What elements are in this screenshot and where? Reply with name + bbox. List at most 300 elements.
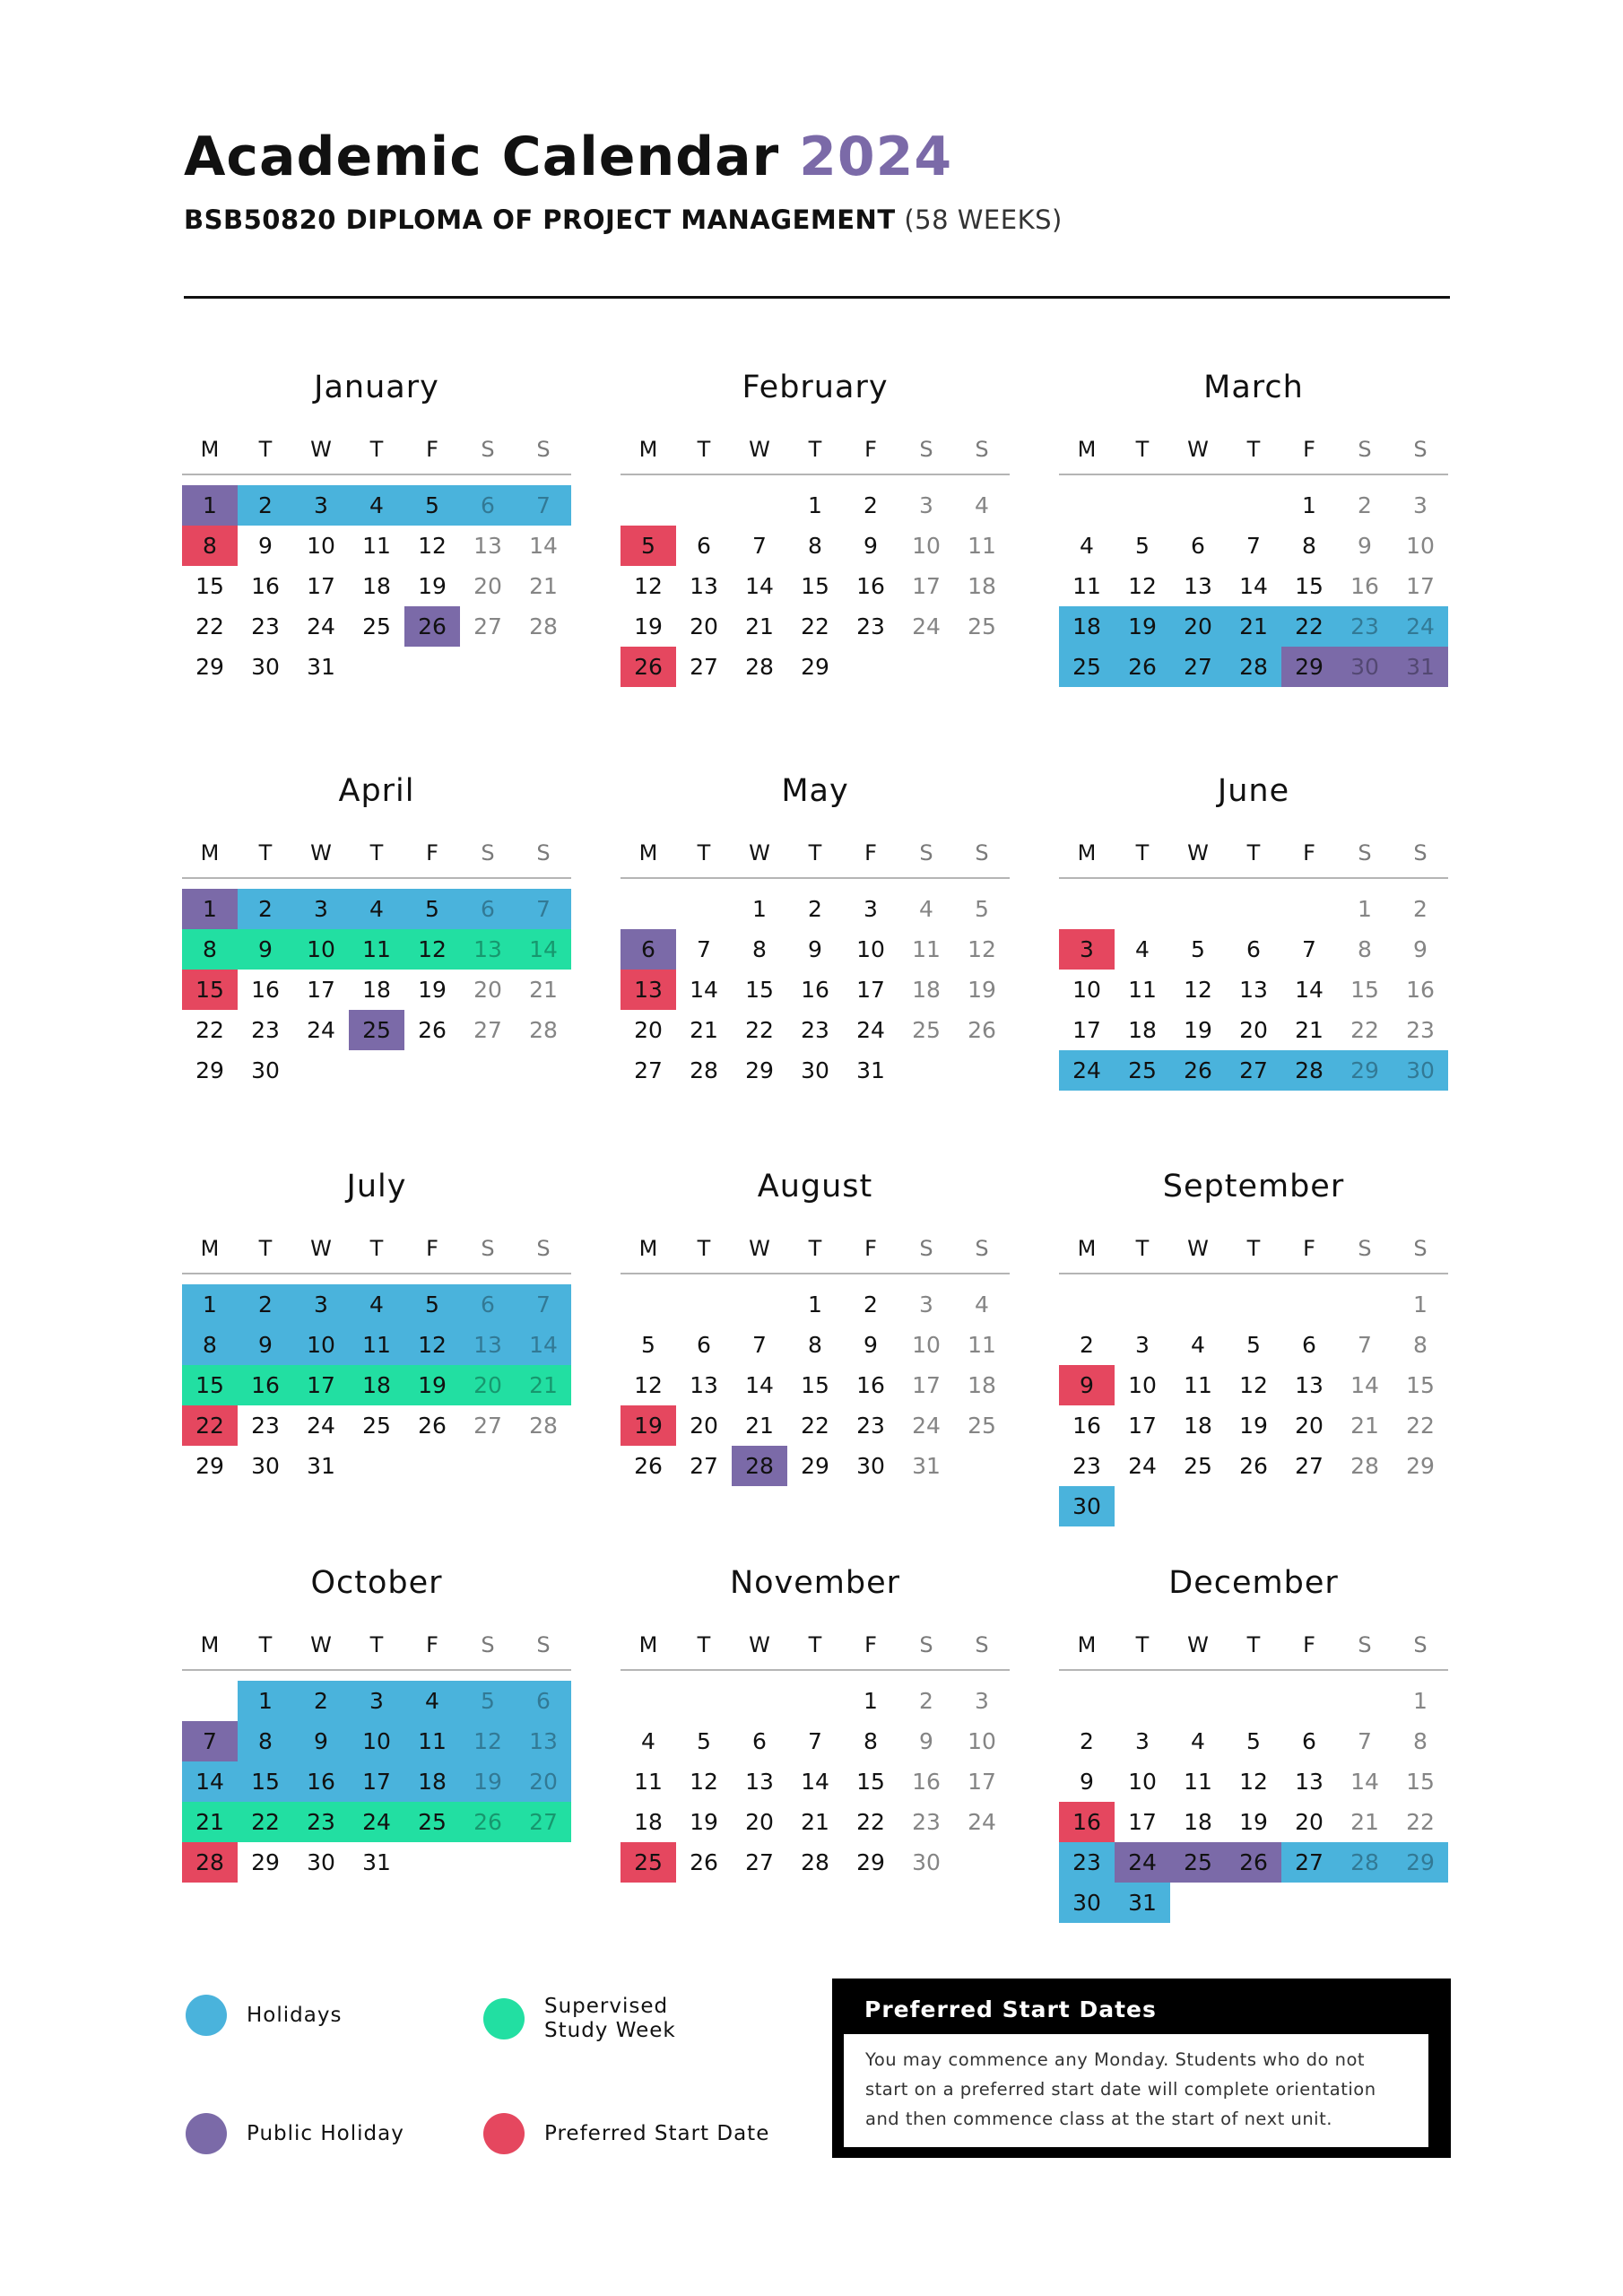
day-cell: 2 — [1413, 896, 1428, 922]
day-cell: 29 — [745, 1057, 774, 1083]
day-cell: 6 — [697, 1332, 711, 1358]
weekday-header: T — [1135, 1632, 1150, 1657]
day-cell: 5 — [621, 526, 676, 566]
day-cell: 14 — [516, 929, 571, 970]
weekday-header: M — [200, 1236, 220, 1261]
day-cell: 6 — [460, 1284, 516, 1325]
day-cell: 3 — [919, 1292, 933, 1318]
day-cell: 9 — [1358, 533, 1372, 559]
day-cell: 24 — [307, 1017, 335, 1043]
legend-swatch — [483, 1998, 525, 2039]
day-cell: 31 — [1393, 647, 1448, 687]
day-cell: 28 — [1226, 647, 1281, 687]
day-cell: 17 — [912, 1372, 941, 1398]
day-cell: 3 — [1135, 1728, 1150, 1754]
legend-label: Preferred Start Date — [544, 2121, 770, 2145]
day-cell: 28 — [732, 1446, 787, 1486]
month-july — [182, 1169, 571, 1492]
weekday-header: T — [697, 1632, 711, 1657]
day-cell: 8 — [808, 1332, 822, 1358]
preferred-start-title: Preferred Start Dates — [864, 1996, 1157, 2022]
weekday-header: M — [638, 1632, 658, 1657]
weekday-header: S — [481, 840, 495, 865]
month-name: June — [1217, 773, 1290, 809]
day-cell: 11 — [1072, 573, 1101, 599]
day-cell: 10 — [968, 1728, 996, 1754]
day-cell: 30 — [801, 1057, 829, 1083]
weekday-header: F — [864, 437, 877, 462]
day-cell: 2 — [1080, 1332, 1094, 1358]
day-cell: 30 — [1393, 1050, 1448, 1091]
day-cell: 11 — [362, 533, 391, 559]
day-cell: 18 — [404, 1761, 460, 1802]
day-cell: 19 — [634, 613, 663, 639]
weekday-header: T — [369, 1632, 384, 1657]
month-march — [1059, 370, 1448, 692]
day-cell: 7 — [516, 889, 571, 929]
day-cell: 29 — [801, 654, 829, 680]
weekday-header: T — [1135, 437, 1150, 462]
day-cell: 15 — [238, 1761, 293, 1802]
day-cell: 16 — [856, 573, 885, 599]
day-cell: 7 — [1302, 936, 1316, 962]
day-cell: 9 — [1413, 936, 1428, 962]
day-cell: 26 — [1226, 1842, 1281, 1883]
day-cell: 8 — [1413, 1728, 1428, 1754]
month-name: October — [310, 1565, 443, 1601]
day-cell: 4 — [975, 1292, 989, 1318]
day-cell: 24 — [968, 1809, 996, 1835]
day-cell: 20 — [634, 1017, 663, 1043]
day-cell: 3 — [293, 485, 349, 526]
day-cell: 6 — [460, 889, 516, 929]
day-cell: 5 — [404, 485, 460, 526]
weekday-divider — [182, 474, 571, 475]
day-cell: 7 — [697, 936, 711, 962]
weekday-header: T — [258, 437, 273, 462]
day-cell: 11 — [1128, 977, 1157, 1003]
day-cell: 11 — [912, 936, 941, 962]
day-cell: 2 — [864, 1292, 878, 1318]
day-cell: 12 — [1239, 1769, 1268, 1795]
day-cell: 17 — [293, 1365, 349, 1405]
day-cell: 9 — [293, 1721, 349, 1761]
weekday-header: F — [426, 840, 438, 865]
weekday-header: M — [638, 1236, 658, 1261]
day-cell: 23 — [293, 1802, 349, 1842]
day-cell: 2 — [1358, 492, 1372, 518]
day-cell: 17 — [1128, 1809, 1157, 1835]
month-september — [1059, 1169, 1448, 1519]
day-cell: 11 — [968, 533, 996, 559]
weekday-header: S — [1358, 1236, 1372, 1261]
weekday-header: F — [1303, 437, 1315, 462]
weekday-header: T — [258, 1236, 273, 1261]
day-cell: 26 — [1115, 647, 1170, 687]
day-cell: 8 — [1302, 533, 1316, 559]
day-cell: 14 — [1350, 1372, 1379, 1398]
day-cell: 3 — [1135, 1332, 1150, 1358]
weekday-header: S — [536, 840, 551, 865]
day-cell: 19 — [418, 977, 447, 1003]
weekday-header: F — [864, 1236, 877, 1261]
day-cell: 4 — [349, 485, 404, 526]
weekday-header: S — [481, 1236, 495, 1261]
legend-label: Supervised Study Week — [544, 1995, 676, 2042]
day-cell: 19 — [1239, 1809, 1268, 1835]
weekday-header: W — [749, 437, 770, 462]
month-december — [1059, 1565, 1448, 1916]
day-cell: 8 — [808, 533, 822, 559]
day-cell: 25 — [1115, 1050, 1170, 1091]
day-cell: 17 — [1128, 1413, 1157, 1439]
day-cell: 31 — [307, 1453, 335, 1479]
day-cell: 19 — [404, 1365, 460, 1405]
day-cell: 19 — [690, 1809, 718, 1835]
day-cell: 27 — [1226, 1050, 1281, 1091]
day-cell: 30 — [1337, 647, 1393, 687]
day-cell: 18 — [968, 1372, 996, 1398]
day-cell: 31 — [362, 1849, 391, 1875]
weekday-header: T — [1246, 437, 1261, 462]
day-cell: 5 — [1191, 936, 1205, 962]
day-cell: 23 — [251, 1413, 280, 1439]
day-cell: 29 — [1281, 647, 1337, 687]
day-cell: 26 — [460, 1802, 516, 1842]
day-cell: 9 — [864, 533, 878, 559]
day-cell: 11 — [349, 1325, 404, 1365]
day-cell: 31 — [307, 654, 335, 680]
day-cell: 18 — [349, 1365, 404, 1405]
day-cell: 20 — [516, 1761, 571, 1802]
day-cell: 1 — [1413, 1292, 1428, 1318]
day-cell: 4 — [975, 492, 989, 518]
day-cell: 12 — [1184, 977, 1212, 1003]
day-cell: 2 — [1080, 1728, 1094, 1754]
day-cell: 12 — [690, 1769, 718, 1795]
weekday-header: W — [310, 437, 332, 462]
day-cell: 31 — [912, 1453, 941, 1479]
day-cell: 14 — [745, 1372, 774, 1398]
day-cell: 31 — [856, 1057, 885, 1083]
weekday-header: S — [975, 437, 989, 462]
day-cell: 2 — [864, 492, 878, 518]
day-cell: 2 — [238, 1284, 293, 1325]
day-cell: 7 — [1246, 533, 1261, 559]
weekday-header: S — [1358, 840, 1372, 865]
day-cell: 25 — [621, 1842, 676, 1883]
day-cell: 26 — [404, 606, 460, 647]
day-cell: 5 — [641, 1332, 655, 1358]
month-name: December — [1168, 1565, 1339, 1601]
day-cell: 20 — [473, 573, 502, 599]
day-cell: 9 — [864, 1332, 878, 1358]
day-cell: 5 — [1246, 1332, 1261, 1358]
day-cell: 20 — [1295, 1413, 1324, 1439]
day-cell: 15 — [745, 977, 774, 1003]
day-cell: 28 — [1281, 1050, 1337, 1091]
day-cell: 28 — [1337, 1842, 1393, 1883]
month-name: May — [781, 773, 849, 809]
day-cell: 16 — [1059, 1802, 1115, 1842]
day-cell: 6 — [1302, 1728, 1316, 1754]
day-cell: 28 — [182, 1842, 238, 1883]
day-cell: 24 — [349, 1802, 404, 1842]
day-cell: 11 — [968, 1332, 996, 1358]
day-cell: 6 — [621, 929, 676, 970]
day-cell: 25 — [362, 613, 391, 639]
day-cell: 22 — [801, 613, 829, 639]
day-cell: 13 — [460, 929, 516, 970]
legend-label: Holidays — [247, 2003, 343, 2027]
day-cell: 15 — [182, 1365, 238, 1405]
day-cell: 23 — [912, 1809, 941, 1835]
day-cell: 5 — [1246, 1728, 1261, 1754]
day-cell: 1 — [1358, 896, 1372, 922]
day-cell: 9 — [238, 1325, 293, 1365]
day-cell: 6 — [460, 485, 516, 526]
day-cell: 29 — [1393, 1842, 1448, 1883]
weekday-header: M — [1077, 1632, 1097, 1657]
day-cell: 24 — [856, 1017, 885, 1043]
day-cell: 23 — [251, 1017, 280, 1043]
day-cell: 1 — [182, 889, 238, 929]
day-cell: 27 — [634, 1057, 663, 1083]
header-divider — [184, 296, 1450, 299]
legend-item-start — [483, 2113, 769, 2154]
weekday-header: W — [749, 1236, 770, 1261]
day-cell: 20 — [473, 977, 502, 1003]
day-cell: 5 — [460, 1681, 516, 1721]
day-cell: 12 — [404, 1325, 460, 1365]
day-cell: 6 — [516, 1681, 571, 1721]
day-cell: 21 — [690, 1017, 718, 1043]
day-cell: 11 — [634, 1769, 663, 1795]
day-cell: 30 — [856, 1453, 885, 1479]
weekday-header: T — [1246, 840, 1261, 865]
weekday-divider — [1059, 474, 1448, 475]
day-cell: 3 — [1059, 929, 1115, 970]
weekday-divider — [621, 474, 1010, 475]
day-cell: 26 — [621, 647, 676, 687]
day-cell: 5 — [975, 896, 989, 922]
day-cell: 5 — [404, 1284, 460, 1325]
day-cell: 13 — [690, 1372, 718, 1398]
day-cell: 26 — [1170, 1050, 1226, 1091]
day-cell: 22 — [856, 1809, 885, 1835]
day-cell: 8 — [1413, 1332, 1428, 1358]
day-cell: 13 — [516, 1721, 571, 1761]
weekday-header: W — [310, 840, 332, 865]
weekday-divider — [182, 1273, 571, 1274]
day-cell: 17 — [349, 1761, 404, 1802]
weekday-divider — [1059, 877, 1448, 879]
day-cell: 25 — [968, 1413, 996, 1439]
day-cell: 15 — [195, 573, 224, 599]
day-cell: 22 — [1281, 606, 1337, 647]
day-cell: 3 — [349, 1681, 404, 1721]
day-cell: 15 — [182, 970, 238, 1010]
day-cell: 7 — [1358, 1332, 1372, 1358]
day-cell: 15 — [1406, 1769, 1435, 1795]
day-cell: 12 — [404, 929, 460, 970]
weekday-header: T — [1135, 840, 1150, 865]
day-cell: 5 — [697, 1728, 711, 1754]
weekday-header: T — [1135, 1236, 1150, 1261]
day-cell: 23 — [856, 613, 885, 639]
course-subtitle — [184, 204, 1063, 235]
page-title — [184, 126, 952, 188]
month-november — [621, 1565, 1010, 1888]
weekday-header: F — [864, 840, 877, 865]
day-cell: 25 — [1170, 1842, 1226, 1883]
weekday-header: T — [1246, 1236, 1261, 1261]
day-cell: 16 — [251, 977, 280, 1003]
month-name: September — [1162, 1169, 1345, 1205]
day-cell: 25 — [912, 1017, 941, 1043]
day-cell: 18 — [912, 977, 941, 1003]
day-cell: 16 — [238, 1365, 293, 1405]
weekday-header: S — [1358, 437, 1372, 462]
day-cell: 10 — [1072, 977, 1101, 1003]
title-year: 2024 — [799, 126, 953, 188]
day-cell: 21 — [529, 573, 558, 599]
day-cell: 17 — [307, 977, 335, 1003]
day-cell: 30 — [251, 1057, 280, 1083]
day-cell: 18 — [634, 1809, 663, 1835]
day-cell: 3 — [293, 889, 349, 929]
weekday-header: M — [1077, 437, 1097, 462]
day-cell: 13 — [745, 1769, 774, 1795]
day-cell: 28 — [529, 1413, 558, 1439]
day-cell: 25 — [404, 1802, 460, 1842]
month-june — [1059, 773, 1448, 1096]
month-october — [182, 1565, 571, 1888]
day-cell: 21 — [182, 1802, 238, 1842]
day-cell: 12 — [634, 573, 663, 599]
day-cell: 31 — [1115, 1883, 1170, 1923]
month-name: August — [757, 1169, 873, 1205]
weekday-divider — [621, 1273, 1010, 1274]
day-cell: 1 — [752, 896, 767, 922]
day-cell: 4 — [919, 896, 933, 922]
day-cell: 30 — [307, 1849, 335, 1875]
day-cell: 9 — [1080, 1769, 1094, 1795]
weekday-header: M — [200, 437, 220, 462]
day-cell: 22 — [195, 1017, 224, 1043]
day-cell: 16 — [1350, 573, 1379, 599]
day-cell: 3 — [1413, 492, 1428, 518]
day-cell: 13 — [1295, 1372, 1324, 1398]
day-cell: 30 — [1059, 1486, 1115, 1526]
day-cell: 14 — [1295, 977, 1324, 1003]
day-cell: 26 — [418, 1413, 447, 1439]
day-cell: 9 — [1059, 1365, 1115, 1405]
day-cell: 16 — [912, 1769, 941, 1795]
preferred-start-body — [844, 2034, 1428, 2147]
day-cell: 9 — [808, 936, 822, 962]
weekday-header: S — [975, 840, 989, 865]
weekday-divider — [1059, 1273, 1448, 1274]
day-cell: 22 — [801, 1413, 829, 1439]
day-cell: 13 — [460, 1325, 516, 1365]
day-cell: 24 — [912, 613, 941, 639]
legend-item-holiday — [186, 1995, 342, 2036]
preferred-start-box — [832, 1979, 1451, 2158]
day-cell: 18 — [362, 573, 391, 599]
day-cell: 18 — [968, 573, 996, 599]
day-cell: 8 — [238, 1721, 293, 1761]
day-cell: 24 — [307, 613, 335, 639]
day-cell: 13 — [1239, 977, 1268, 1003]
weekday-header: S — [481, 437, 495, 462]
weekday-header: S — [536, 437, 551, 462]
weekday-header: T — [808, 1632, 822, 1657]
weekday-header: W — [749, 840, 770, 865]
day-cell: 27 — [516, 1802, 571, 1842]
day-cell: 23 — [801, 1017, 829, 1043]
weekday-header: F — [1303, 1236, 1315, 1261]
weekday-divider — [621, 877, 1010, 879]
day-cell: 22 — [1406, 1809, 1435, 1835]
weekday-header: S — [536, 1632, 551, 1657]
day-cell: 7 — [182, 1721, 238, 1761]
day-cell: 3 — [919, 492, 933, 518]
day-cell: 17 — [1406, 573, 1435, 599]
day-cell: 21 — [745, 1413, 774, 1439]
day-cell: 9 — [258, 533, 273, 559]
day-cell: 28 — [1350, 1453, 1379, 1479]
weekday-header: W — [310, 1632, 332, 1657]
day-cell: 14 — [801, 1769, 829, 1795]
day-cell: 22 — [745, 1017, 774, 1043]
legend-swatch — [186, 1995, 227, 2036]
weekday-header: W — [1187, 840, 1209, 865]
day-cell: 28 — [529, 613, 558, 639]
day-cell: 10 — [856, 936, 885, 962]
day-cell: 12 — [460, 1721, 516, 1761]
day-cell: 8 — [182, 526, 238, 566]
day-cell: 19 — [1115, 606, 1170, 647]
day-cell: 16 — [1406, 977, 1435, 1003]
day-cell: 4 — [404, 1681, 460, 1721]
day-cell: 23 — [251, 613, 280, 639]
weekday-header: M — [638, 840, 658, 865]
day-cell: 27 — [690, 654, 718, 680]
day-cell: 10 — [293, 1325, 349, 1365]
weekday-header: T — [369, 1236, 384, 1261]
day-cell: 12 — [968, 936, 996, 962]
month-name: March — [1203, 370, 1304, 405]
day-cell: 3 — [975, 1688, 989, 1714]
day-cell: 28 — [745, 654, 774, 680]
legend-swatch — [186, 2113, 227, 2154]
day-cell: 11 — [404, 1721, 460, 1761]
day-cell: 29 — [195, 1453, 224, 1479]
day-cell: 22 — [182, 1405, 238, 1446]
weekday-header: F — [426, 437, 438, 462]
day-cell: 21 — [1226, 606, 1281, 647]
day-cell: 29 — [251, 1849, 280, 1875]
day-cell: 10 — [1406, 533, 1435, 559]
preferred-start-text: You may commence any Monday. Students who do not start on a preferred start date will complete orientation and then commence class at the start of next unit. — [865, 2049, 1376, 2129]
weekday-header: T — [808, 840, 822, 865]
day-cell: 2 — [238, 889, 293, 929]
day-cell: 18 — [1184, 1413, 1212, 1439]
day-cell: 15 — [1350, 977, 1379, 1003]
day-cell: 24 — [912, 1413, 941, 1439]
day-cell: 21 — [1295, 1017, 1324, 1043]
